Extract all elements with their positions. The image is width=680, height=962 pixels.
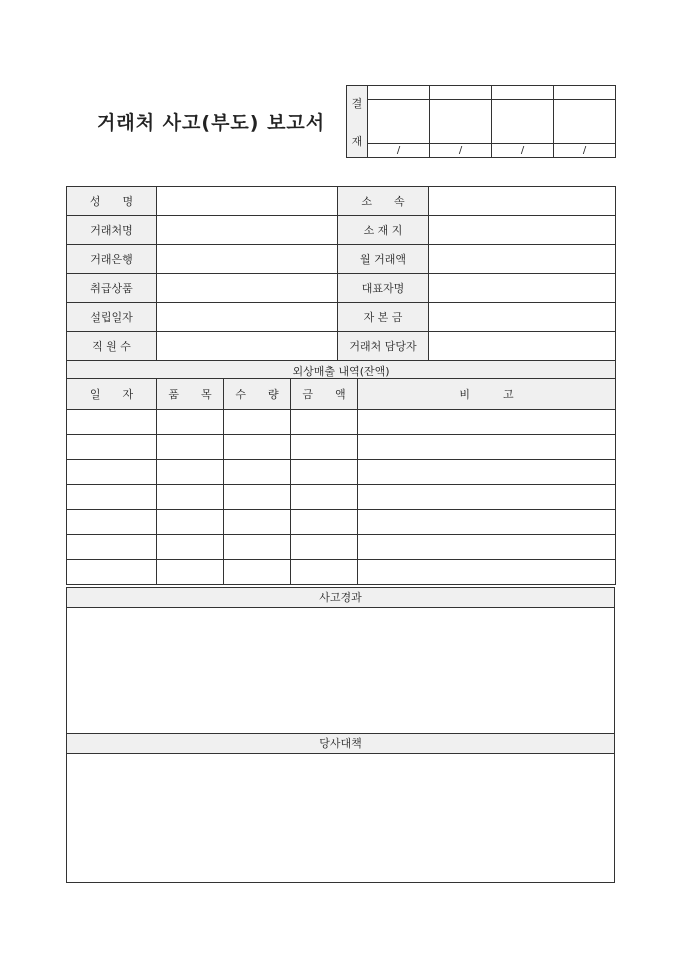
table-row [67, 435, 616, 460]
cell[interactable] [358, 460, 616, 485]
col-header-quantity: 수 량 [224, 379, 291, 410]
info-label: 설립일자 [67, 303, 157, 332]
info-label: 소 속 [338, 187, 429, 216]
cell[interactable] [358, 485, 616, 510]
info-table [66, 186, 616, 381]
approval-position-4[interactable] [554, 86, 616, 100]
info-value-employees[interactable] [157, 332, 338, 361]
cell[interactable] [67, 485, 157, 510]
approval-sign-2[interactable] [430, 100, 492, 144]
approval-sign-3[interactable] [492, 100, 554, 144]
table-row [67, 560, 616, 585]
col-header-remarks: 비 고 [358, 379, 616, 410]
info-value-bank[interactable] [157, 245, 338, 274]
approval-label-top: 결 [351, 96, 363, 110]
approval-sign-1[interactable] [368, 100, 430, 144]
document-title: 거래처 사고(부도) 보고서 [97, 112, 326, 134]
info-value-client-name[interactable] [157, 216, 338, 245]
col-header-date: 일 자 [67, 379, 157, 410]
info-label: 취급상품 [67, 274, 157, 303]
approval-date-4[interactable]: / [554, 144, 616, 158]
cell[interactable] [291, 535, 358, 560]
cell[interactable] [157, 460, 224, 485]
info-value-founded[interactable] [157, 303, 338, 332]
approval-label-bottom: 재 [351, 134, 363, 148]
cell[interactable] [358, 510, 616, 535]
countermeasures-section [66, 733, 615, 883]
cell[interactable] [358, 535, 616, 560]
cell[interactable] [358, 435, 616, 460]
table-row [67, 535, 616, 560]
cell[interactable] [157, 535, 224, 560]
info-label: 거래처 담당자 [338, 332, 429, 361]
cell[interactable] [224, 460, 291, 485]
cell[interactable] [157, 560, 224, 585]
table-row [67, 460, 616, 485]
info-label: 거래처명 [67, 216, 157, 245]
info-value-products[interactable] [157, 274, 338, 303]
info-value-name[interactable] [157, 187, 338, 216]
cell[interactable] [291, 510, 358, 535]
info-value-affiliation[interactable] [429, 187, 616, 216]
col-header-amount: 금 액 [291, 379, 358, 410]
info-value-location[interactable] [429, 216, 616, 245]
approval-date-3[interactable]: / [492, 144, 554, 158]
countermeasures-area[interactable] [67, 754, 614, 882]
col-header-item: 품 목 [157, 379, 224, 410]
approval-position-1[interactable] [368, 86, 430, 100]
cell[interactable] [224, 410, 291, 435]
approval-position-3[interactable] [492, 86, 554, 100]
cell[interactable] [67, 435, 157, 460]
incident-progress-area[interactable] [67, 608, 614, 733]
cell[interactable] [224, 560, 291, 585]
info-value-capital[interactable] [429, 303, 616, 332]
incident-progress-title: 사고경과 [67, 588, 614, 608]
cell[interactable] [67, 460, 157, 485]
approval-label [347, 86, 368, 158]
cell[interactable] [157, 410, 224, 435]
cell[interactable] [157, 485, 224, 510]
cell[interactable] [224, 510, 291, 535]
cell[interactable] [224, 435, 291, 460]
cell[interactable] [224, 535, 291, 560]
cell[interactable] [67, 535, 157, 560]
cell[interactable] [157, 510, 224, 535]
cell[interactable] [67, 410, 157, 435]
cell[interactable] [67, 560, 157, 585]
approval-sign-4[interactable] [554, 100, 616, 144]
approval-date-2[interactable]: / [430, 144, 492, 158]
receivables-table [66, 378, 616, 585]
receivables-section-title: 외상매출 내역(잔액) [67, 361, 616, 381]
table-row [67, 485, 616, 510]
cell[interactable] [358, 410, 616, 435]
cell[interactable] [291, 560, 358, 585]
info-label: 대표자명 [338, 274, 429, 303]
table-row [67, 510, 616, 535]
table-row [67, 410, 616, 435]
cell[interactable] [358, 560, 616, 585]
info-label: 월 거래액 [338, 245, 429, 274]
incident-progress-section [66, 587, 615, 734]
approval-box [346, 85, 616, 158]
info-label: 거래은행 [67, 245, 157, 274]
cell[interactable] [291, 410, 358, 435]
info-value-monthly-amount[interactable] [429, 245, 616, 274]
cell[interactable] [291, 485, 358, 510]
info-label: 성 명 [67, 187, 157, 216]
cell[interactable] [157, 435, 224, 460]
info-value-ceo[interactable] [429, 274, 616, 303]
cell[interactable] [67, 510, 157, 535]
approval-position-2[interactable] [430, 86, 492, 100]
info-value-client-manager[interactable] [429, 332, 616, 361]
cell[interactable] [291, 460, 358, 485]
info-label: 자 본 금 [338, 303, 429, 332]
cell[interactable] [224, 485, 291, 510]
cell[interactable] [291, 435, 358, 460]
info-label: 직 원 수 [67, 332, 157, 361]
info-label: 소 재 지 [338, 216, 429, 245]
approval-date-1[interactable]: / [368, 144, 430, 158]
countermeasures-title: 당사대책 [67, 734, 614, 754]
